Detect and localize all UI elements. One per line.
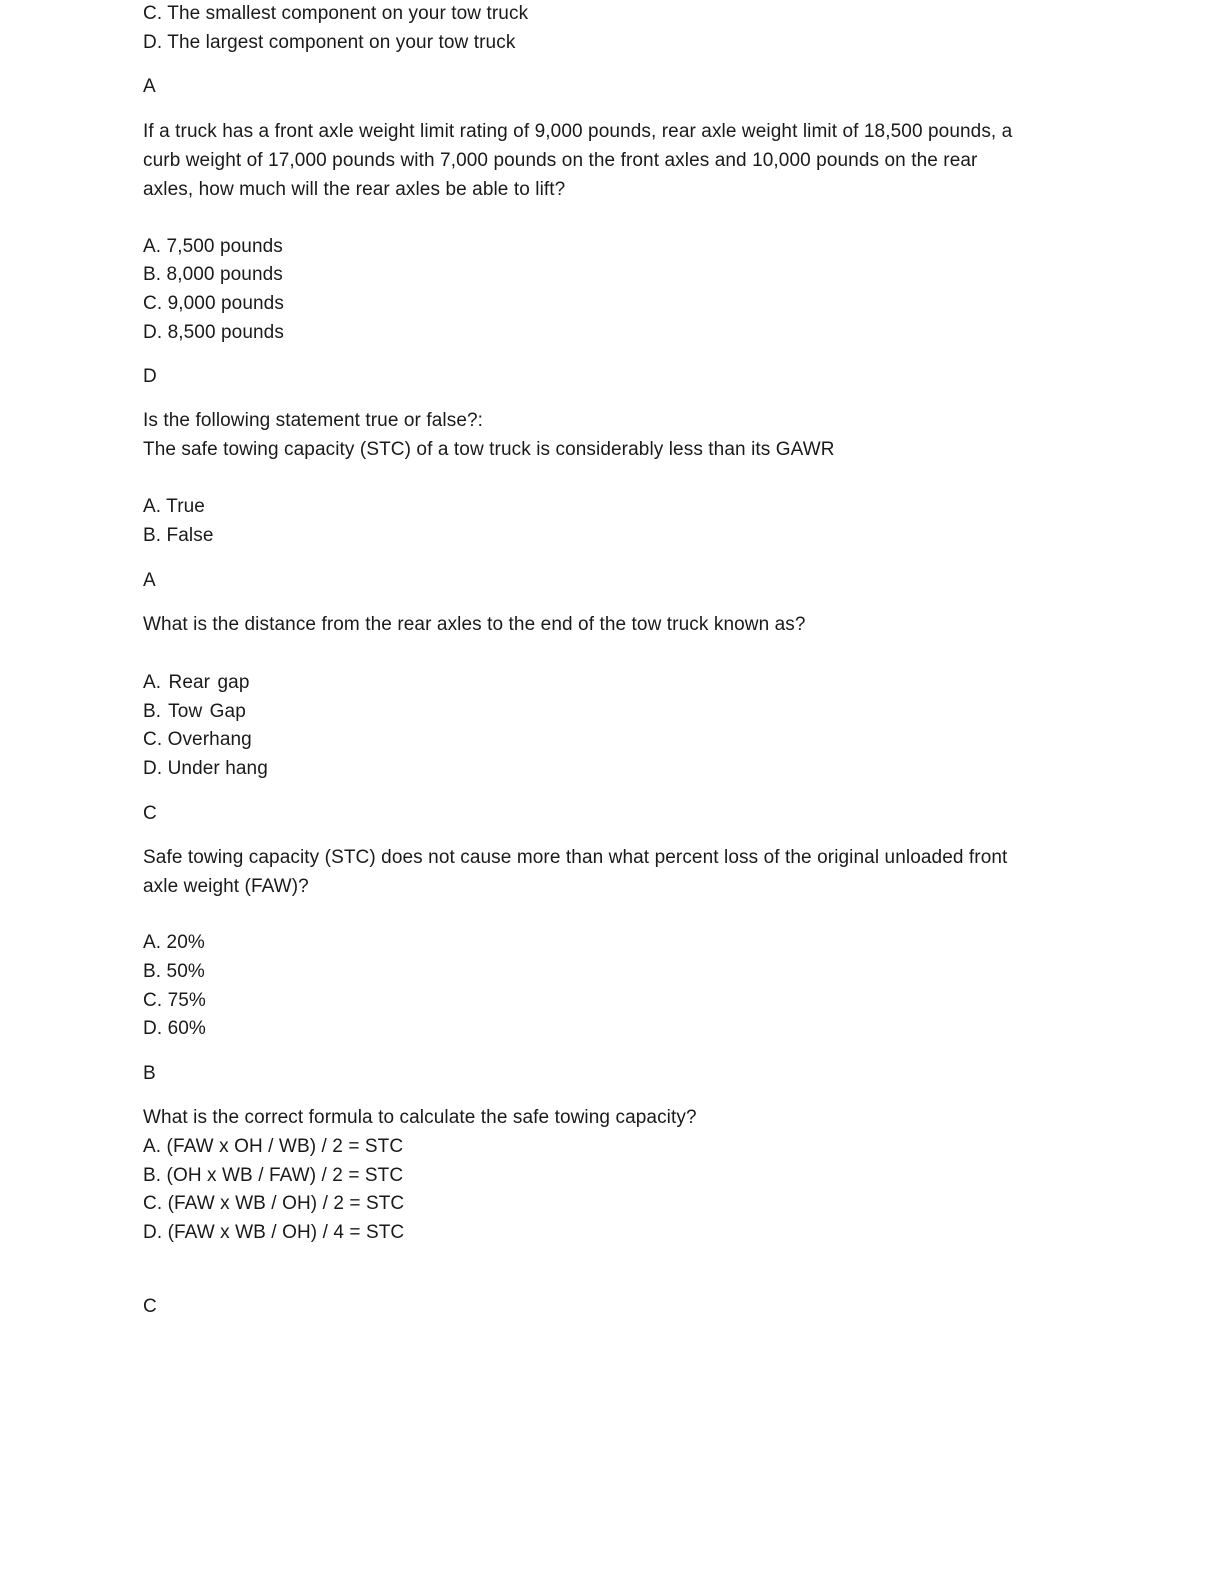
option-line: B. 8,000 pounds [143, 264, 283, 285]
question-text: Is the following statement true or false?: [143, 410, 484, 431]
option-line: B. Tow Gap [143, 701, 246, 722]
answer-key: C [143, 1296, 157, 1317]
option-line: C. Overhang [143, 729, 252, 750]
option-line: D. The largest component on your tow truck [143, 32, 516, 53]
option-line: B. 50% [143, 961, 205, 982]
option-line: B. False [143, 525, 214, 546]
answer-key: A [143, 570, 156, 591]
question-text: Safe towing capacity (STC) does not cause more than what percent loss of the original unloaded front [143, 847, 1008, 868]
option-line: C. The smallest component on your tow truck [143, 3, 529, 24]
option-line: C. 9,000 pounds [143, 293, 284, 314]
question-text: What is the correct formula to calculate the safe towing capacity? [143, 1107, 697, 1128]
answer-key: D [143, 366, 157, 387]
answer-key: A [143, 76, 156, 97]
option-line: A. True [143, 496, 205, 517]
option-line: D. Under hang [143, 758, 268, 779]
option-line: C. 75% [143, 990, 206, 1011]
question-text: If a truck has a front axle weight limit rating of 9,000 pounds, rear axle weight limit of 18,500 pounds, a [143, 121, 1013, 142]
question-text: curb weight of 17,000 pounds with 7,000 pounds on the front axles and 10,000 pounds on the rear [143, 150, 978, 171]
answer-key: C [143, 803, 157, 824]
question-text: axles, how much will the rear axles be able to lift? [143, 179, 566, 200]
option-line: B. (OH x WB / FAW) / 2 = STC [143, 1165, 404, 1186]
answer-key: B [143, 1063, 156, 1084]
question-text: What is the distance from the rear axles to the end of the tow truck known as? [143, 614, 806, 635]
option-line: A. 20% [143, 932, 205, 953]
option-line: A. 7,500 pounds [143, 236, 283, 257]
question-text: The safe towing capacity (STC) of a tow truck is considerably less than its GAWR [143, 439, 835, 460]
option-line: C. (FAW x WB / OH) / 2 = STC [143, 1193, 405, 1214]
option-line: D. (FAW x WB / OH) / 4 = STC [143, 1222, 405, 1243]
option-line: A. (FAW x OH / WB) / 2 = STC [143, 1136, 404, 1157]
option-line: D. 60% [143, 1018, 206, 1039]
question-text: axle weight (FAW)? [143, 876, 309, 897]
option-line: A. Rear gap [143, 672, 250, 693]
option-line: D. 8,500 pounds [143, 322, 284, 343]
